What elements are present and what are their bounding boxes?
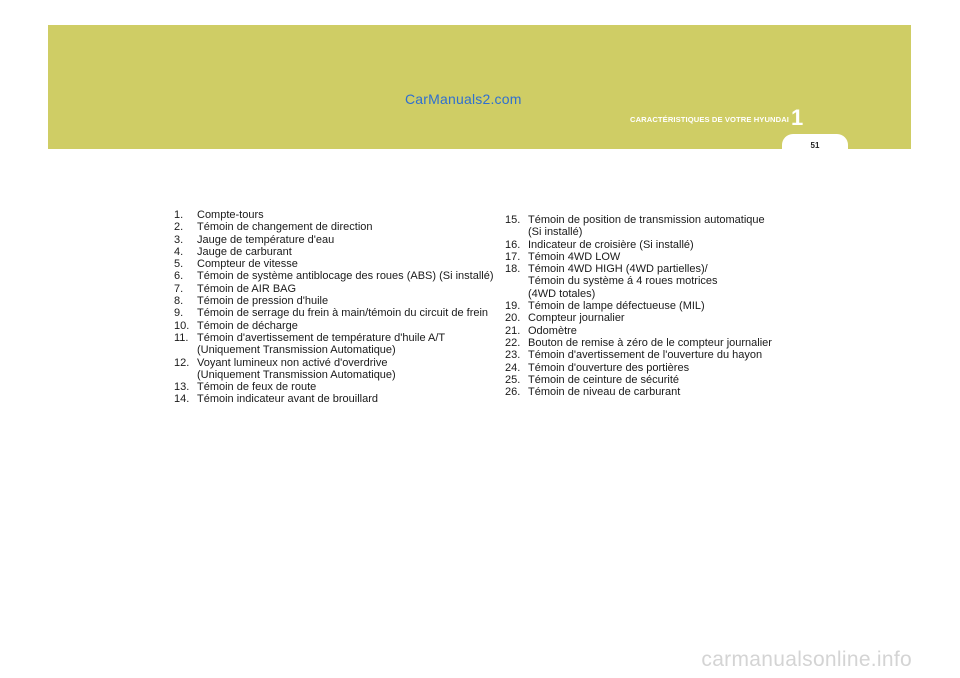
item-number: 20.: [505, 312, 521, 325]
list-item: [174, 393, 499, 405]
item-text: Compte-tours: [197, 209, 264, 221]
list-item: [174, 234, 499, 246]
item-number: 12.: [174, 356, 190, 369]
item-text: Témoin 4WD HIGH (4WD partielles)/: [528, 263, 708, 276]
item-text: (4WD totales): [528, 287, 596, 300]
item-text: Témoin de niveau de carburant: [528, 386, 681, 399]
item-text: Compteur de vitesse: [197, 258, 298, 271]
item-number: 9.: [174, 307, 184, 320]
item-number: 6.: [174, 270, 184, 283]
item-number: 3.: [174, 233, 184, 246]
item-text: Témoin de système antiblocage des roues (ABS) (Si installé): [197, 270, 494, 283]
item-text: Témoin d'avertissement de température d'huile A/T: [197, 331, 446, 344]
item-text: Témoin de serrage du frein à main/témoin du circuit de frein: [197, 307, 489, 320]
header-band: [48, 25, 911, 149]
item-number: 7.: [174, 282, 184, 295]
item-text: Témoin de position de transmission automatique: [528, 214, 765, 226]
list-item: [174, 246, 499, 258]
item-number: 21.: [505, 324, 521, 337]
item-number: 1.: [174, 209, 184, 221]
item-text: Jauge de carburant: [197, 245, 292, 258]
list-item: [174, 320, 499, 332]
list-item: [505, 386, 805, 398]
list-item: [505, 312, 805, 324]
item-number: 8.: [174, 295, 184, 308]
list-item: [505, 337, 805, 349]
item-text: Témoin d'avertissement de l'ouverture du hayon: [528, 349, 763, 362]
item-number: 23.: [505, 349, 521, 362]
list-item: [174, 283, 499, 295]
item-text: Témoin de ceinture de sécurité: [528, 373, 680, 386]
item-text: Témoin de feux de route: [197, 381, 317, 394]
list-item: [505, 349, 805, 361]
item-text: Témoin de lampe défectueuse (MIL): [528, 300, 705, 313]
item-text: Compteur journalier: [528, 312, 625, 325]
item-text: Bouton de remise à zéro de le compteur journalier: [528, 336, 772, 349]
item-text: Témoin de décharge: [197, 319, 298, 332]
item-text: Voyant lumineux non activé d'overdrive: [197, 356, 388, 369]
item-text: (Si installé): [528, 226, 583, 239]
item-number: 19.: [505, 300, 521, 313]
item-number: 15.: [505, 214, 521, 226]
list-item: [174, 270, 499, 282]
list-item: [174, 221, 499, 233]
list-item: [505, 362, 805, 374]
list-item: [505, 374, 805, 386]
item-number: 16.: [505, 238, 521, 251]
item-text: Témoin du système á 4 roues motrices: [528, 275, 718, 288]
item-number: 13.: [174, 381, 190, 394]
item-text: Indicateur de croisière (Si installé): [528, 238, 694, 251]
item-text: Témoin de AIR BAG: [197, 282, 297, 295]
item-number: 25.: [505, 373, 521, 386]
list-item: [174, 381, 499, 393]
watermark-link[interactable]: CarManuals2.com: [405, 91, 522, 107]
section-title: CARACTÉRISTIQUES DE VOTRE HYUNDAI: [630, 115, 789, 124]
item-text: Témoin de changement de direction: [197, 221, 373, 234]
item-text: Témoin indicateur avant de brouillard: [197, 393, 378, 406]
list-item: [174, 295, 499, 307]
page-number: 51: [810, 141, 820, 150]
item-text: (Uniquement Transmission Automatique): [197, 344, 396, 357]
item-number: 11.: [174, 331, 189, 344]
item-number: 26.: [505, 386, 521, 399]
item-number: 10.: [174, 319, 190, 332]
list-item: [174, 209, 499, 221]
item-text: (Uniquement Transmission Automatique): [197, 368, 396, 381]
legend-list-right: [505, 214, 805, 398]
item-number: 24.: [505, 361, 521, 374]
item-number: 22.: [505, 336, 521, 349]
list-item: [174, 357, 499, 382]
item-number: 5.: [174, 258, 184, 271]
item-text: Témoin de pression d'huile: [197, 295, 329, 308]
legend-list-left: [174, 209, 499, 406]
list-item: [505, 263, 805, 300]
item-number: 2.: [174, 221, 184, 234]
list-item: [174, 307, 499, 319]
list-item: [174, 258, 499, 270]
item-number: 17.: [505, 250, 521, 263]
list-item: [505, 214, 805, 239]
item-text: Témoin 4WD LOW: [528, 250, 621, 263]
list-item: [505, 239, 805, 251]
page-tab: [782, 134, 848, 156]
item-text: Témoin d'ouverture des portières: [528, 361, 690, 374]
item-number: 4.: [174, 245, 184, 258]
chapter-number: 1: [791, 105, 804, 130]
item-text: Odomètre: [528, 324, 577, 337]
footer-watermark: carmanualsonline.info: [701, 648, 912, 671]
list-item: [505, 300, 805, 312]
list-item: [505, 251, 805, 263]
item-number: 18.: [505, 263, 521, 276]
item-text: Jauge de température d'eau: [197, 233, 335, 246]
list-item: [505, 325, 805, 337]
item-number: 14.: [174, 393, 190, 406]
list-item: [174, 332, 499, 357]
